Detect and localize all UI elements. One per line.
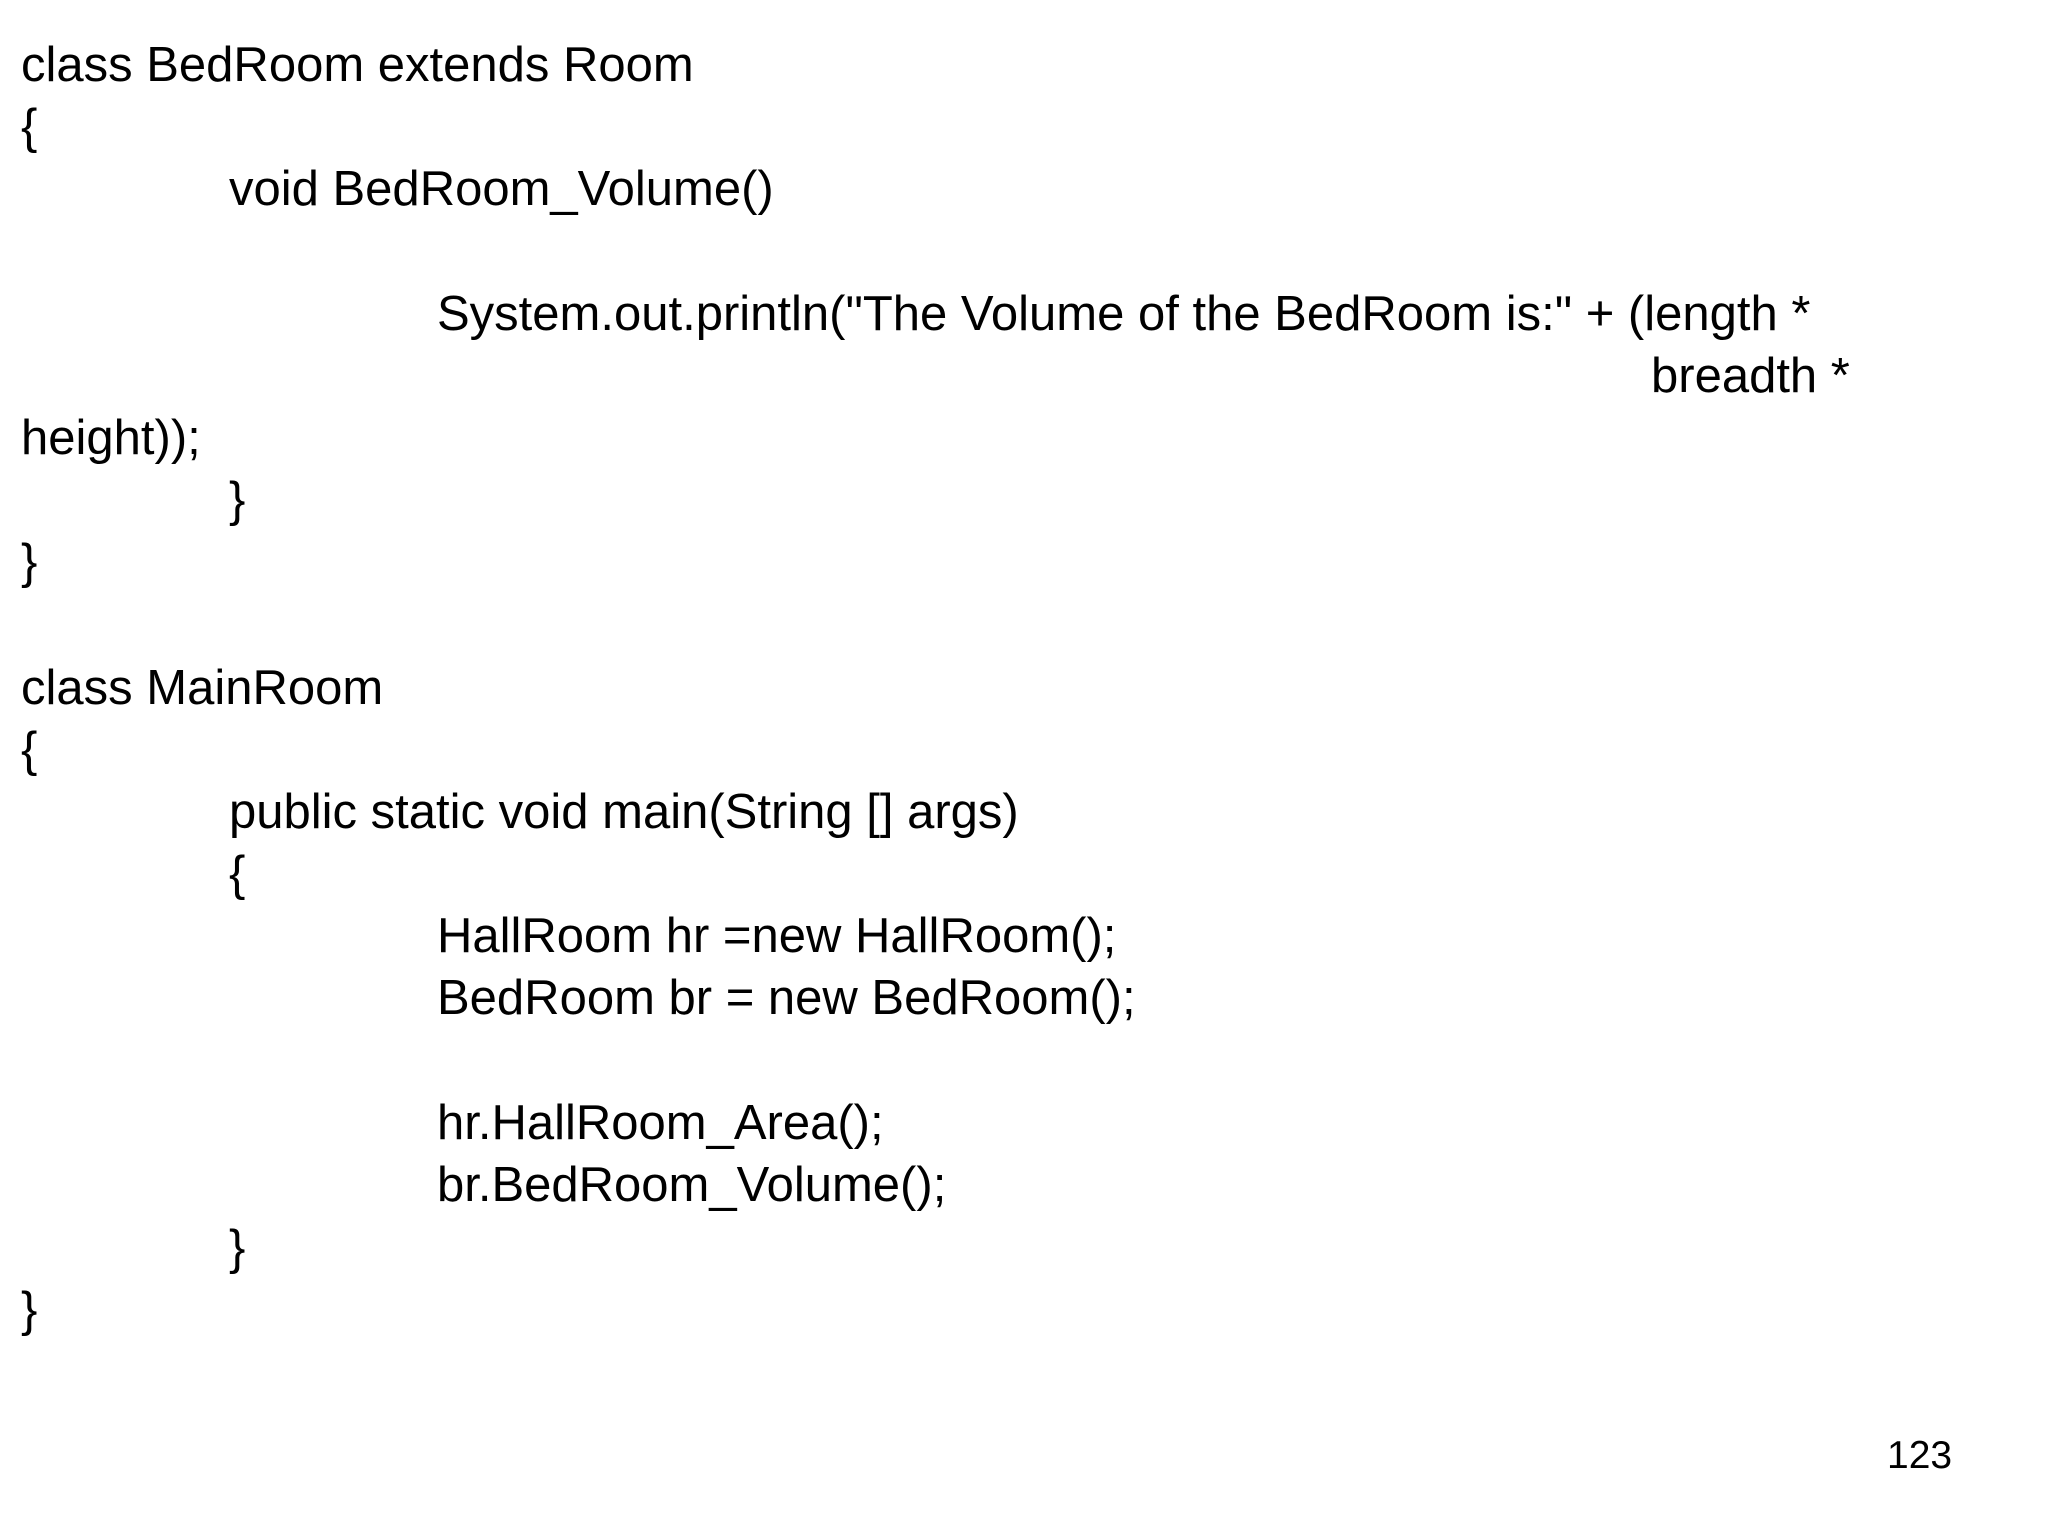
code-line-brace-close: } (229, 1221, 246, 1275)
code-line-new-hallroom: HallRoom hr =new HallRoom(); (437, 909, 1117, 963)
code-line-call-hallroom-area: hr.HallRoom_Area(); (437, 1096, 884, 1150)
code-line-class-mainroom: class MainRoom (21, 661, 384, 715)
code-line-println-continuation: breadth * (1651, 349, 1850, 403)
code-line-brace-close: } (21, 535, 38, 589)
code-line-brace-open: { (21, 723, 38, 777)
code-line-brace-open: { (21, 100, 38, 154)
page-number: 123 (1887, 1434, 1953, 1477)
code-line-brace-close: } (21, 1283, 38, 1337)
code-line-class-bedroom: class BedRoom extends Room (21, 38, 694, 92)
code-line-println-end: height)); (21, 411, 201, 465)
code-line-method-bedroom-volume: void BedRoom_Volume() (229, 162, 774, 216)
code-line-println: System.out.println("The Volume of the BedRoom is:" + (length * (437, 287, 1811, 341)
code-line-brace-close: } (229, 473, 246, 527)
code-line-main-method: public static void main(String [] args) (229, 785, 1019, 839)
code-line-call-bedroom-volume: br.BedRoom_Volume(); (437, 1158, 947, 1212)
code-line-brace-open: { (229, 847, 246, 901)
code-line-new-bedroom: BedRoom br = new BedRoom(); (437, 971, 1136, 1025)
